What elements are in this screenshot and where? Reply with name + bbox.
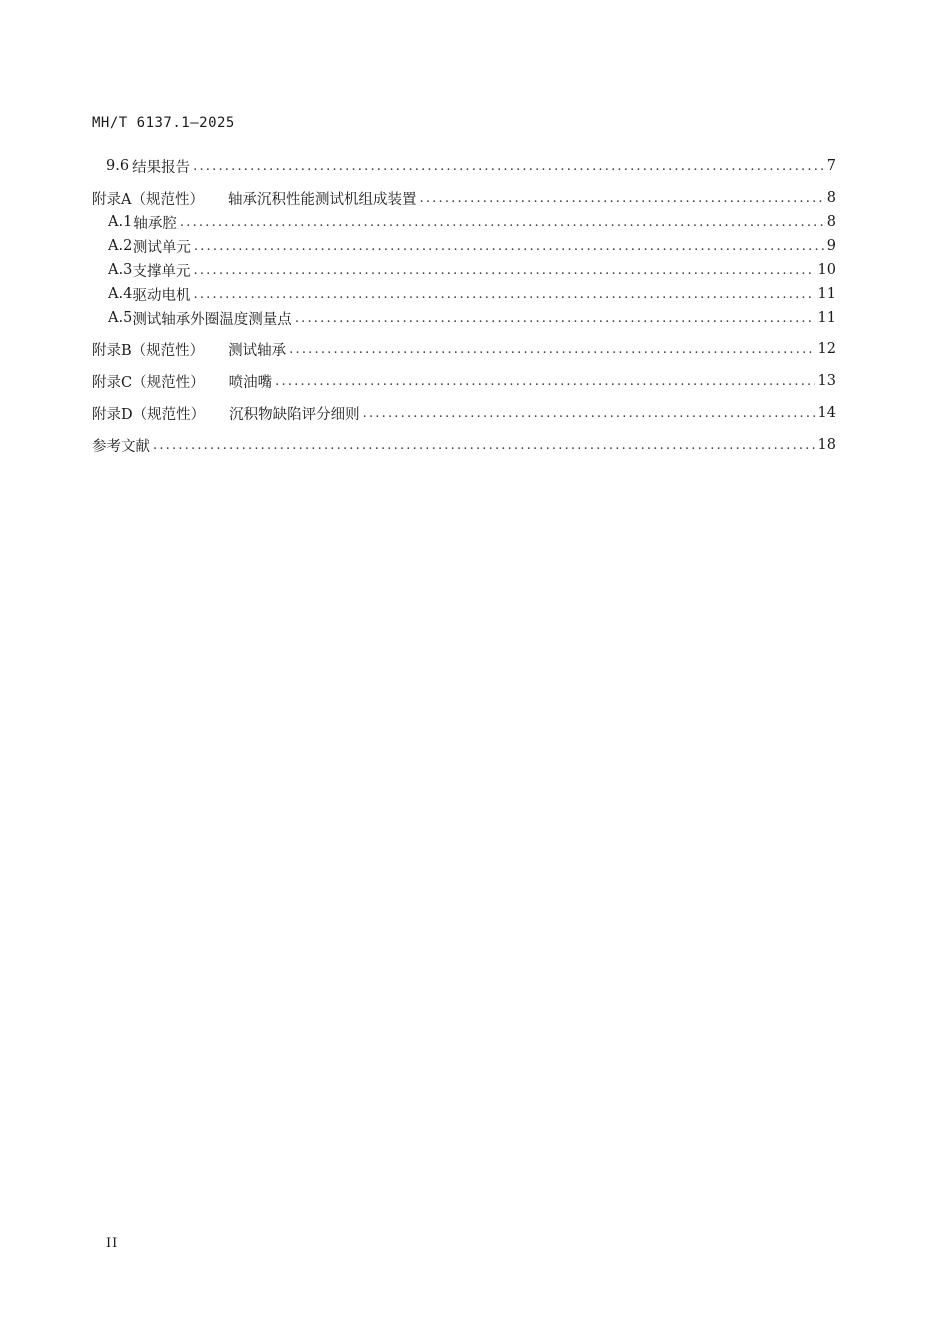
- toc-entry-number: 附录B（规范性）: [92, 342, 205, 359]
- toc-entry-page: 18: [817, 437, 836, 453]
- toc-entry-references[interactable]: [92, 434, 836, 456]
- dot-leader: [194, 287, 815, 302]
- toc-entry-number: A.2: [108, 238, 133, 254]
- toc-entry-number: A.1: [108, 214, 133, 230]
- toc-entry-page: 13: [817, 373, 836, 389]
- dot-leader: [180, 215, 824, 230]
- toc-entry-appendix-c[interactable]: [92, 370, 836, 392]
- toc-entry-title: 支撑单元: [132, 263, 191, 280]
- toc-entry-page: 14: [817, 405, 836, 421]
- toc-entry-title: 测试轴承外圈温度测量点: [132, 311, 292, 328]
- toc-entry-title: 喷油嘴: [228, 374, 273, 391]
- toc-entry-title: 参考文献: [92, 438, 150, 455]
- dot-leader: [363, 406, 815, 421]
- toc-entry-title: 沉积物缺陷评分细则: [229, 406, 360, 423]
- dot-leader: [153, 438, 815, 453]
- toc-entry-a-1[interactable]: [92, 211, 836, 233]
- toc-entry-title: 测试单元: [132, 239, 191, 256]
- toc-entry-number: 附录C（规范性）: [92, 374, 205, 391]
- dot-leader: [295, 311, 815, 326]
- toc-entry-a-5[interactable]: [92, 307, 836, 329]
- toc-entry-title: 驱动电机: [132, 287, 191, 304]
- toc-entry-title: 轴承腔: [133, 215, 177, 232]
- toc-entry-page: 11: [817, 286, 836, 302]
- toc-entry-a-3[interactable]: [92, 259, 836, 281]
- toc-entry-number: 附录D（规范性）: [92, 406, 206, 423]
- dot-leader: [419, 191, 823, 206]
- toc-entry-page: 11: [817, 310, 836, 326]
- toc-entry-title: 结果报告: [132, 159, 191, 176]
- toc-entry-appendix-a[interactable]: [92, 187, 836, 209]
- toc-entry-page: 9: [826, 238, 836, 254]
- toc-entry-number: A.3: [108, 262, 133, 278]
- toc-entry-page: 10: [817, 262, 836, 278]
- toc-entry-page: 8: [826, 214, 836, 230]
- toc-entry-page: 12: [817, 341, 836, 357]
- toc-entry-title: 轴承沉积性能测试机组成装置: [227, 191, 417, 208]
- dot-leader: [194, 239, 824, 254]
- toc-entry-appendix-b[interactable]: [92, 338, 836, 360]
- dot-leader: [275, 374, 814, 389]
- dot-leader: [193, 159, 824, 174]
- page-number: II: [106, 1236, 119, 1251]
- toc-entry-9-6[interactable]: [92, 155, 836, 177]
- toc-entry-a-4[interactable]: [92, 283, 836, 305]
- toc-entry-page: 7: [826, 158, 836, 174]
- toc-entry-number: 9.6: [106, 158, 130, 174]
- document-code: MH/T 6137.1—2025: [92, 115, 235, 131]
- dot-leader: [194, 263, 815, 278]
- toc-entry-number: 附录A（规范性）: [92, 191, 204, 208]
- toc-entry-a-2[interactable]: [92, 235, 836, 257]
- toc-entry-page: 8: [826, 190, 836, 206]
- toc-entry-appendix-d[interactable]: [92, 402, 836, 424]
- toc-entry-title: 测试轴承: [228, 342, 287, 359]
- toc-entry-number: A.5: [108, 310, 133, 326]
- dot-leader: [289, 342, 814, 357]
- toc-entry-number: A.4: [108, 286, 133, 302]
